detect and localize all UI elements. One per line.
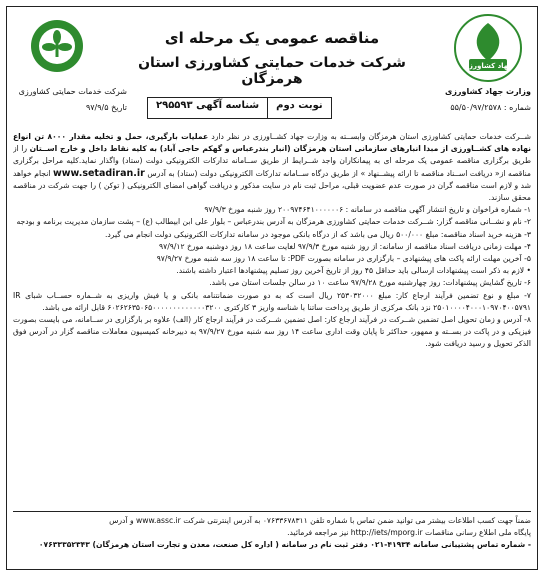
intro-bold-text: عملیات بارگیری، حمل و تخلیه مقدار ۸۰۰۰ تن انواع نهاده های کشــاورزی از مبدا انبارهای سازمانی استان هرمزگان (انبار بندرعباس و گهکم حاجی آباد) به کلیه نقاط داخل و خارج اســتان bbox=[13, 132, 531, 154]
ministry-name: وزارت جهاد کشاورزی bbox=[444, 87, 531, 96]
notice-body bbox=[13, 131, 531, 509]
intro-end-text: انجام خواهد شد و لازم است مناقصه گران در صورت عدم عضویت قبلی، مراحل ثبت نام در سایت مذکور و دریافت گواهی امضای الکترونیکی ( توکن ) را جهت شرکت در مناقصه محقق سازند. bbox=[13, 168, 531, 203]
notice-header bbox=[7, 7, 537, 129]
footer-portal: پایگاه ملی اطلاع رسانی مناقصات http://iets/mporg.ir نیز مراجعه فرمائید. bbox=[287, 528, 531, 537]
notice-subtitle: شرکت خدمات حمایتی کشاورزی استان هرمزگان bbox=[138, 55, 406, 87]
ad-id: شناسه آگهی ۲۹۵۵۹۳ bbox=[148, 98, 268, 118]
ministry-logo-icon bbox=[453, 13, 523, 83]
list-item: • لازم به ذکر است پیشنهادات ارسالی باید حداقل ۴۵ روز از تاریخ آخرین روز تسلیم پیشنهادها اعتبار داشته باشند. bbox=[176, 266, 531, 276]
letter-number: شماره : ۵۵/۵۰/۹۷/۲۵۷۸ bbox=[450, 103, 531, 112]
intro-rest-text: را از طریق برگزاری مناقصه عمومی یک مرحله ای به پیمانکاران واجد شــرایط از طریق ســامانه تدارکات الکترونیکی دولت (ستاد) واگذار نماید.کلیه مراحل برگزاری مناقصه از« دریافت اســناد مناقصه تا ارائه پیشــنهاد » از طریق درگاه ســامانه تدارکات الکترونیکی دولت (ستاد) به آدرس bbox=[13, 144, 531, 178]
list-item: ۲- نام و نشــانی مناقصه گزار: شــرکت خدمات حمایتی کشاورزی هرمزگان به آدرس بندرعباس – بلوار علی ابن ابیطالب (ع) – پشت سازمان مدیریت برنامه و بودجه bbox=[16, 217, 531, 227]
footer-contact: ضمناً جهت کسب اطلاعات بیشتر می توانید ضمن تماس با شماره تلفن ۰۷۶۳۳۶۷۸۳۱۱ به آدرس اینترنتی شرکت www.assc.ir و آدرس bbox=[109, 516, 531, 525]
list-item: ۸- آدرس و زمان تحویل اصل تضمین شــرکت در فرآیند ارجاع کار: اصل تضمین شــرکت در فرآیند ارجاع کار (الف) علاوه بر بارگزاری در ســامانه، می بایست بصورت فیزیکی و در پاکت در بســته و ممهور، حداکثر تا پایان وقت اداری ساعت ۱۴ روز سه شنبه مورخ ۹۷/۹/۲۷ به دبیرخانه کمیسیون معاملات مناقصه گزار در آدرس فوق الذکر تحویل و رسید دریافت شود. bbox=[13, 315, 531, 349]
logo-text: جهاد کشاورزی bbox=[462, 62, 514, 70]
company-logo-icon bbox=[29, 17, 85, 75]
letter-date: تاریخ ۹۷/۹/۵ bbox=[85, 103, 127, 112]
footer-support: - شماره تماس پشتیبانی سامانه ۴۱۹۳۴-۰۲۱ دفتر ثبت نام در سامانه ( اداره کل صنعت، معدن و تجارت استان هرمزگان) ۰۷۶۳۳۳۵۲۳۴۳ bbox=[38, 540, 531, 549]
list-item: ۳- هزینه خرید اسناد مناقصه: مبلغ ۵۰۰/۰۰۰ ریال می باشد که از درگاه بانکی موجود در سامانه تدارکات الکترونیکی دولت انجام می گیرد. bbox=[105, 229, 531, 239]
notice-round: نوبت دوم bbox=[276, 100, 323, 111]
company-name: شرکت خدمات حمایتی کشاورزی bbox=[18, 87, 127, 96]
notice-meta-box bbox=[147, 97, 332, 119]
intro-paragraph bbox=[13, 131, 531, 204]
list-item: ۱- شماره فراخوان و تاریخ انتشار آگهی مناقصه در سامانه : ۲۰۰۹۷۴۶۴۱۰۰۰۰۰۰۶ روز شنبه مورخ ۹۷/۹/۳ bbox=[204, 205, 531, 215]
setad-website-link[interactable]: www.setadiran.ir bbox=[52, 167, 145, 179]
intro-text: شــرکت خدمات حمایتی کشاورزی استان هرمزگان وابســته به وزارت جهاد کشــاورزی در نظر دارد bbox=[211, 132, 531, 141]
notice-title: مناقصه عمومی یک مرحله ای bbox=[164, 29, 380, 47]
list-item: ۴- مهلت زمانی دریافت اسناد مناقصه از سامانه: از روز شنبه مورخ ۹۷/۹/۳ لغایت ساعت ۱۸ روز دوشنبه مورخ ۹۷/۹/۱۲ bbox=[159, 241, 531, 251]
notice-footer bbox=[13, 511, 531, 565]
list-item: ۷- مبلغ و نوع تضمین فرآیند ارجاع کار: مبلغ ۲۵۳۰۳۲۰۰۰ ریال است که به دو صورت ضمانتنامه بانکی و یا فیش واریزی به شــماره حســاب شبای IR ۲۵۰۱۰۰۰۰۴۰۰۰۱۰۹۷۰۴۰۰۵۷۹۱ نزد بانک مرکزی از طریق پرداخت ساتنا با شناسه واریز ۳ کارکتری ۶۰۲۶۲۶۳۵۰۶۵۰۰۰۰۰۰۰۰۰۰۰۰۰۳۲۰۰ قابل ارائه می باشد. bbox=[13, 290, 531, 312]
tender-notice bbox=[6, 6, 538, 570]
list-item: ۵- آخرین مهلت ارائه پاکت های پیشنهادی – بارگزاری در سامانه بصورت PDF: تا ساعت ۱۸ روز سه شنبه مورخ ۹۷/۹/۲۷ bbox=[156, 254, 531, 264]
list-item: ۶- تاریخ گشایش پیشنهادات: روز چهارشنبه مورخ ۹۷/۹/۲۸ ساعت ۱۰ در سالن جلسات استان می باشد. bbox=[209, 278, 531, 288]
